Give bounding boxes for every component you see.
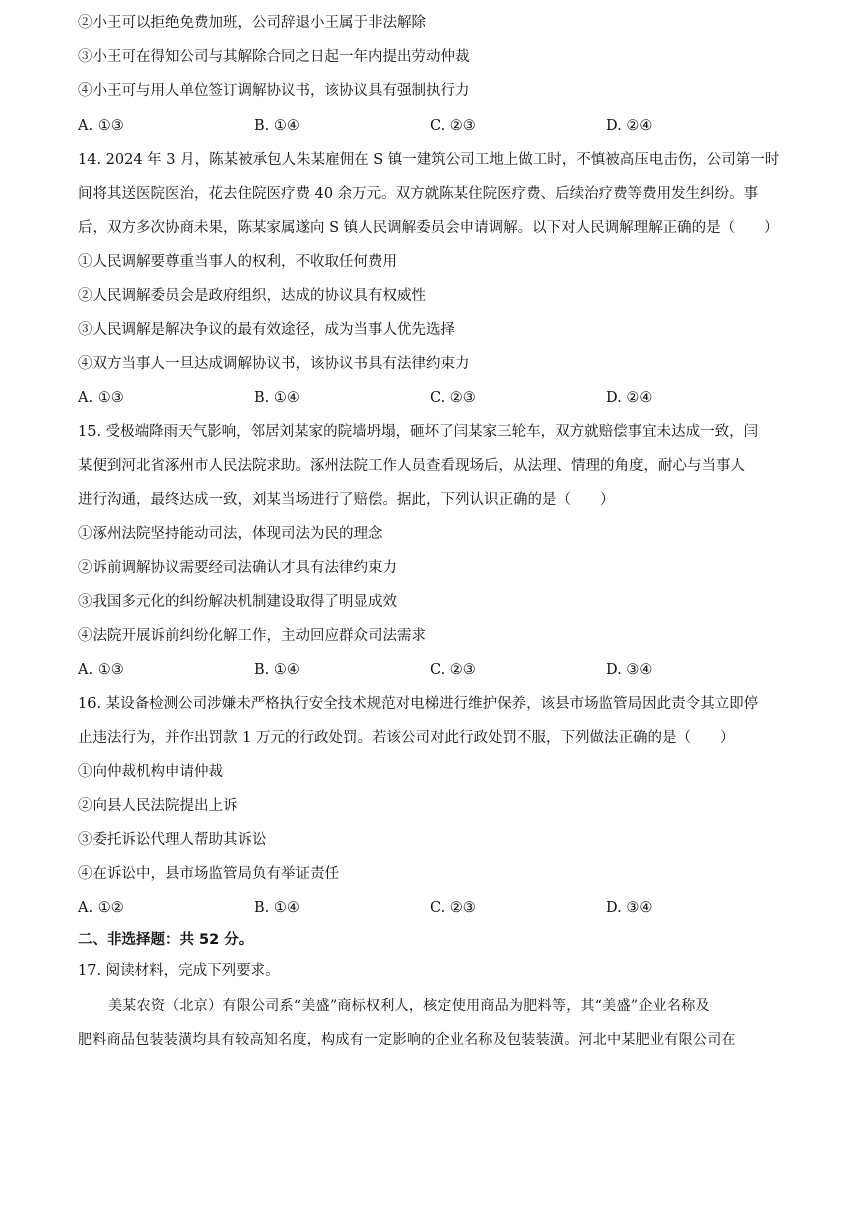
option-a[interactable]: A. ①③ (78, 390, 124, 406)
option-d[interactable]: D. ②④ (606, 390, 653, 406)
option-b[interactable]: B. ①④ (254, 118, 300, 134)
option-c[interactable]: C. ②③ (430, 390, 476, 406)
q13-statement-2: ②小王可以拒绝免费加班，公司辞退小王属于非法解除 (78, 15, 426, 31)
q14-stem-line-2: 间将其送医院医治，花去住院医疗费 40 余万元。双方就陈某住院医疗费、后续治疗费等费用发生纠纷。事 (78, 186, 759, 202)
q15-options (78, 659, 778, 681)
q15-statement-4: ④法院开展诉前纠纷化解工作，主动回应群众司法需求 (78, 628, 426, 644)
option-a[interactable]: A. ①③ (78, 662, 124, 678)
q15-statement-3: ③我国多元化的纠纷解决机制建设取得了明显成效 (78, 594, 397, 610)
q14-stem-line-1: 14. 2024 年 3 月，陈某被承包人朱某雇佣在 S 镇一建筑公司工地上做工时，不慎被高压电击伤，公司第一时 (78, 152, 780, 168)
q16-statement-3: ③委托诉讼代理人帮助其诉讼 (78, 832, 267, 848)
q14-options (78, 387, 778, 409)
option-d[interactable]: D. ③④ (606, 900, 653, 916)
q14-statement-1: ①人民调解要尊重当事人的权利，不收取任何费用 (78, 254, 397, 270)
q15-stem-line-3: 进行沟通，最终达成一致，刘某当场进行了赔偿。据此，下列认识正确的是（ ） (78, 492, 615, 508)
q16-stem-line-2: 止违法行为，并作出罚款 1 万元的行政处罚。若该公司对此行政处罚不服，下列做法正确的是（ ） (78, 730, 735, 746)
q16-statement-2: ②向县人民法院提出上诉 (78, 798, 238, 814)
q15-statement-1: ①涿州法院坚持能动司法，体现司法为民的理念 (78, 526, 383, 542)
q16-stem-line-1: 16. 某设备检测公司涉嫌未严格执行安全技术规范对电梯进行维护保养，该县市场监管局因此责令其立即停 (78, 696, 759, 712)
q16-options (78, 897, 778, 919)
q17-material-line-1: 美某农资（北京）有限公司系“美盛”商标权利人，核定使用商品为肥料等，其“美盛”企业名称及 (108, 998, 710, 1014)
q16-statement-1: ①向仲裁机构申请仲裁 (78, 764, 223, 780)
q14-stem-line-3: 后，双方多次协商未果，陈某家属遂向 S 镇人民调解委员会申请调解。以下对人民调解理解正确的是（ ） (78, 220, 779, 236)
option-b[interactable]: B. ①④ (254, 900, 300, 916)
option-a[interactable]: A. ①③ (78, 118, 124, 134)
q14-statement-3: ③人民调解是解决争议的最有效途径，成为当事人优先选择 (78, 322, 455, 338)
q17-material-line-2: 肥料商品包装装潢均具有较高知名度，构成有一定影响的企业名称及包装装潢。河北中某肥业有限公司在 (78, 1032, 736, 1048)
q17-intro: 17. 阅读材料，完成下列要求。 (78, 963, 280, 979)
q13-statement-4: ④小王可与用人单位签订调解协议书，该协议具有强制执行力 (78, 83, 470, 99)
q15-statement-2: ②诉前调解协议需要经司法确认才具有法律约束力 (78, 560, 397, 576)
option-b[interactable]: B. ①④ (254, 662, 300, 678)
option-b[interactable]: B. ①④ (254, 390, 300, 406)
q16-statement-4: ④在诉讼中，县市场监管局负有举证责任 (78, 866, 339, 882)
option-d[interactable]: D. ③④ (606, 662, 653, 678)
q14-statement-4: ④双方当事人一旦达成调解协议书，该协议书具有法律约束力 (78, 356, 470, 372)
q14-statement-2: ②人民调解委员会是政府组织，达成的协议具有权威性 (78, 288, 426, 304)
q13-statement-3: ③小王可在得知公司与其解除合同之日起一年内提出劳动仲裁 (78, 49, 470, 65)
option-c[interactable]: C. ②③ (430, 118, 476, 134)
section-heading: 二、非选择题：共 52 分。 (78, 932, 254, 948)
q13-options (78, 115, 778, 137)
q15-stem-line-2: 某便到河北省涿州市人民法院求助。涿州法院工作人员查看现场后，从法理、情理的角度，耐心与当事人 (78, 458, 745, 474)
option-d[interactable]: D. ②④ (606, 118, 653, 134)
option-c[interactable]: C. ②③ (430, 900, 476, 916)
option-c[interactable]: C. ②③ (430, 662, 476, 678)
q15-stem-line-1: 15. 受极端降雨天气影响，邻居刘某家的院墙坍塌，砸坏了闫某家三轮车，双方就赔偿事宜未达成一致，闫 (78, 424, 759, 440)
option-a[interactable]: A. ①② (78, 900, 124, 916)
